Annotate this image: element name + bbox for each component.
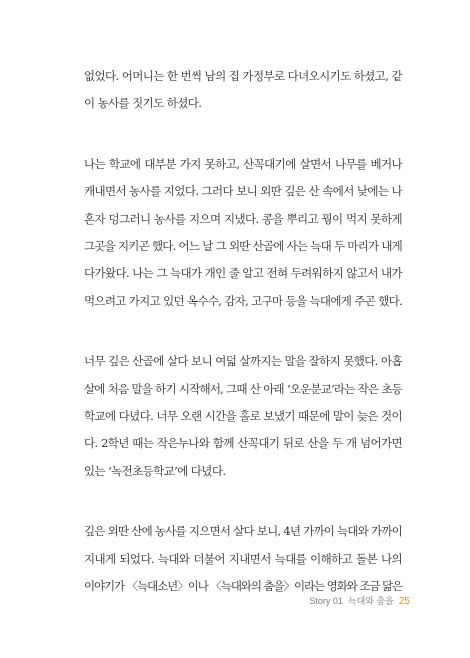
paragraph (84, 348, 402, 485)
text-line: 혼자 덩그러니 농사를 지으며 지냈다. 콩을 뿌리고 꿩이 먹지 못하게 (84, 211, 402, 226)
page-number: 25 (398, 596, 410, 607)
text-line: 학교에 다녔다. 너무 오랜 시간을 홀로 보냈기 때문에 말이 늦은 것이 (84, 409, 402, 424)
text-line: 캐내면서 농사를 지었다. 그러다 보니 외딴 깊은 산 속에서 낮에는 나 (84, 184, 402, 199)
paragraph (84, 518, 402, 600)
paragraph (84, 151, 402, 315)
text-line: 나는 학교에 대부분 가지 못하고, 산꼭대기에 살면서 나무를 베거나 (84, 156, 402, 171)
body-text (84, 63, 402, 634)
text-line: 살에 처음 말을 하기 시작해서, 그때 산 아래 ‘오운분교’라는 작은 초등 (84, 381, 402, 396)
text-line: 깊은 외딴 산에 농사를 지으면서 살다 보니, 4년 가까이 늑대와 가까이 (84, 524, 402, 539)
text-line: 이야기가 〈늑대소년〉이나 〈늑대와의 춤을〉이라는 영화와 조금 닮은 (84, 579, 402, 594)
footer-title: 늑대와 춤을 (347, 596, 394, 606)
text-line: 지내게 되었다. 늑대와 더불어 지내면서 늑대를 이해하고 돌본 나의 (84, 551, 402, 566)
paragraph (84, 63, 402, 118)
text-line: 있는 ‘녹전초등학교’에 다녔다. (84, 463, 226, 478)
text-line: 없었다. 어머니는 한 번씩 남의 집 가정부로 다녀오시기도 하셨고, 같 (84, 69, 402, 83)
page-footer (309, 594, 410, 607)
footer-section: Story 01 (309, 596, 343, 606)
text-line: 다. 2학년 때는 작은누나와 함께 산꼭대기 뒤로 산을 두 개 넘어가면 (84, 436, 402, 451)
text-line: 너무 깊은 산골에 살다 보니 여덟 살까지는 말을 잘하지 못했다. 아홉 (84, 354, 402, 369)
text-line: 다가왔다. 나는 그 늑대가 개인 줄 알고 전혀 두려워하지 않고서 내가 (84, 266, 402, 281)
text-line: 먹으려고 가지고 있던 옥수수, 감자, 고구마 등을 늑대에게 주곤 했다. (84, 293, 402, 308)
text-line: 그곳을 지키곤 했다. 어느 날 그 외딴 산골에 사는 늑대 두 마리가 내게 (84, 239, 402, 254)
text-line: 이 농사를 짓기도 하셨다. (84, 96, 202, 111)
